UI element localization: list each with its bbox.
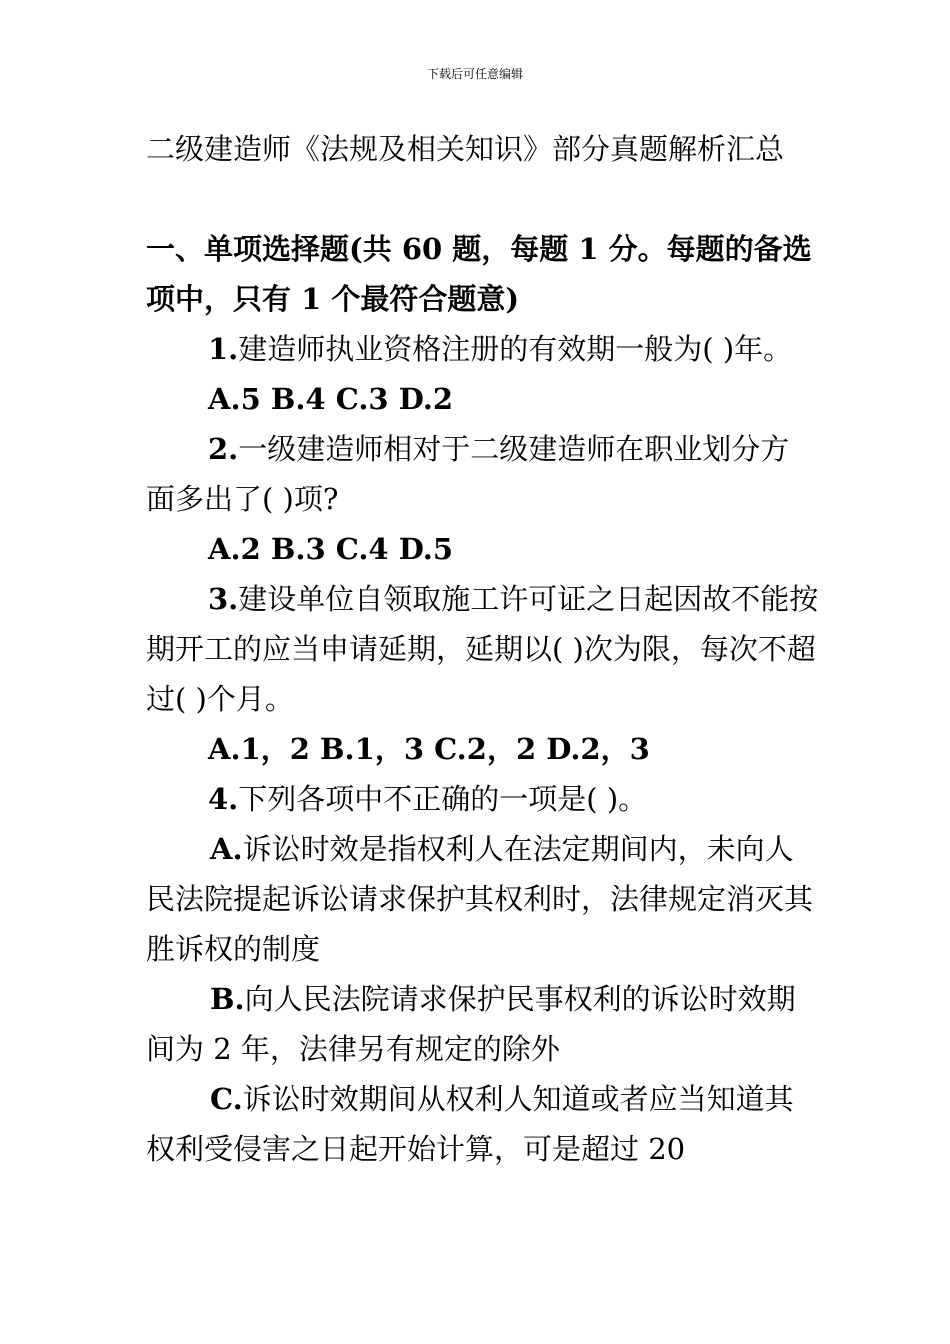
question-number: 4.: [208, 782, 239, 816]
section-heading: 一、单项选择题(共 60 题，每题 1 分。每题的备选项中，只有 1 个最符合题意): [146, 232, 812, 316]
choice-text: 诉讼时效期间从权利人知道或者应当知道其权利受侵害之日起开始计算，可是超过 20: [146, 1082, 794, 1166]
question-3-options: A.1，2 B.1，3 C.2，2 D.2，3: [208, 732, 650, 766]
question-4: [146, 774, 816, 824]
document-title: 二级建造师《法规及相关知识》部分真题解析汇总: [146, 132, 785, 166]
question-1-options: A.5 B.4 C.3 D.2: [208, 382, 454, 416]
question-3: [146, 574, 826, 724]
choice-letter: A.: [210, 832, 243, 866]
question-2: [146, 424, 816, 524]
header-note: 下载后可任意编辑: [426, 67, 523, 81]
choice-letter: B.: [210, 982, 245, 1016]
choice-text: 诉讼时效是指权利人在法定期间内，未向人民法院提起诉讼请求保护其权利时，法律规定消灭其胜诉权的制度: [146, 832, 814, 966]
blank-line: [146, 174, 826, 224]
question-stem: 下列各项中不正确的一项是( )。: [238, 782, 648, 816]
question-stem: 建造师执业资格注册的有效期一般为( )年。: [238, 332, 793, 366]
question-stem: 建设单位自领取施工许可证之日起因故不能按期开工的应当申请延期，延期以( )次为限，每次不超过( )个月。: [146, 582, 819, 716]
document-body: [146, 124, 826, 1174]
question-2-options: A.2 B.3 C.4 D.5: [208, 532, 454, 566]
question-4-choice-a: [146, 824, 816, 974]
choice-text: 向人民法院请求保护民事权利的诉讼时效期间为 2 年，法律另有规定的除外: [146, 982, 796, 1066]
question-4-choice-c: [146, 1074, 816, 1174]
question-number: 2.: [208, 432, 239, 466]
choice-letter: C.: [210, 1082, 243, 1116]
question-stem: 一级建造师相对于二级建造师在职业划分方面多出了( )项?: [146, 432, 790, 516]
question-number: 1.: [208, 332, 239, 366]
question-1: [146, 324, 826, 374]
question-4-choice-b: [146, 974, 816, 1074]
question-number: 3.: [208, 582, 239, 616]
